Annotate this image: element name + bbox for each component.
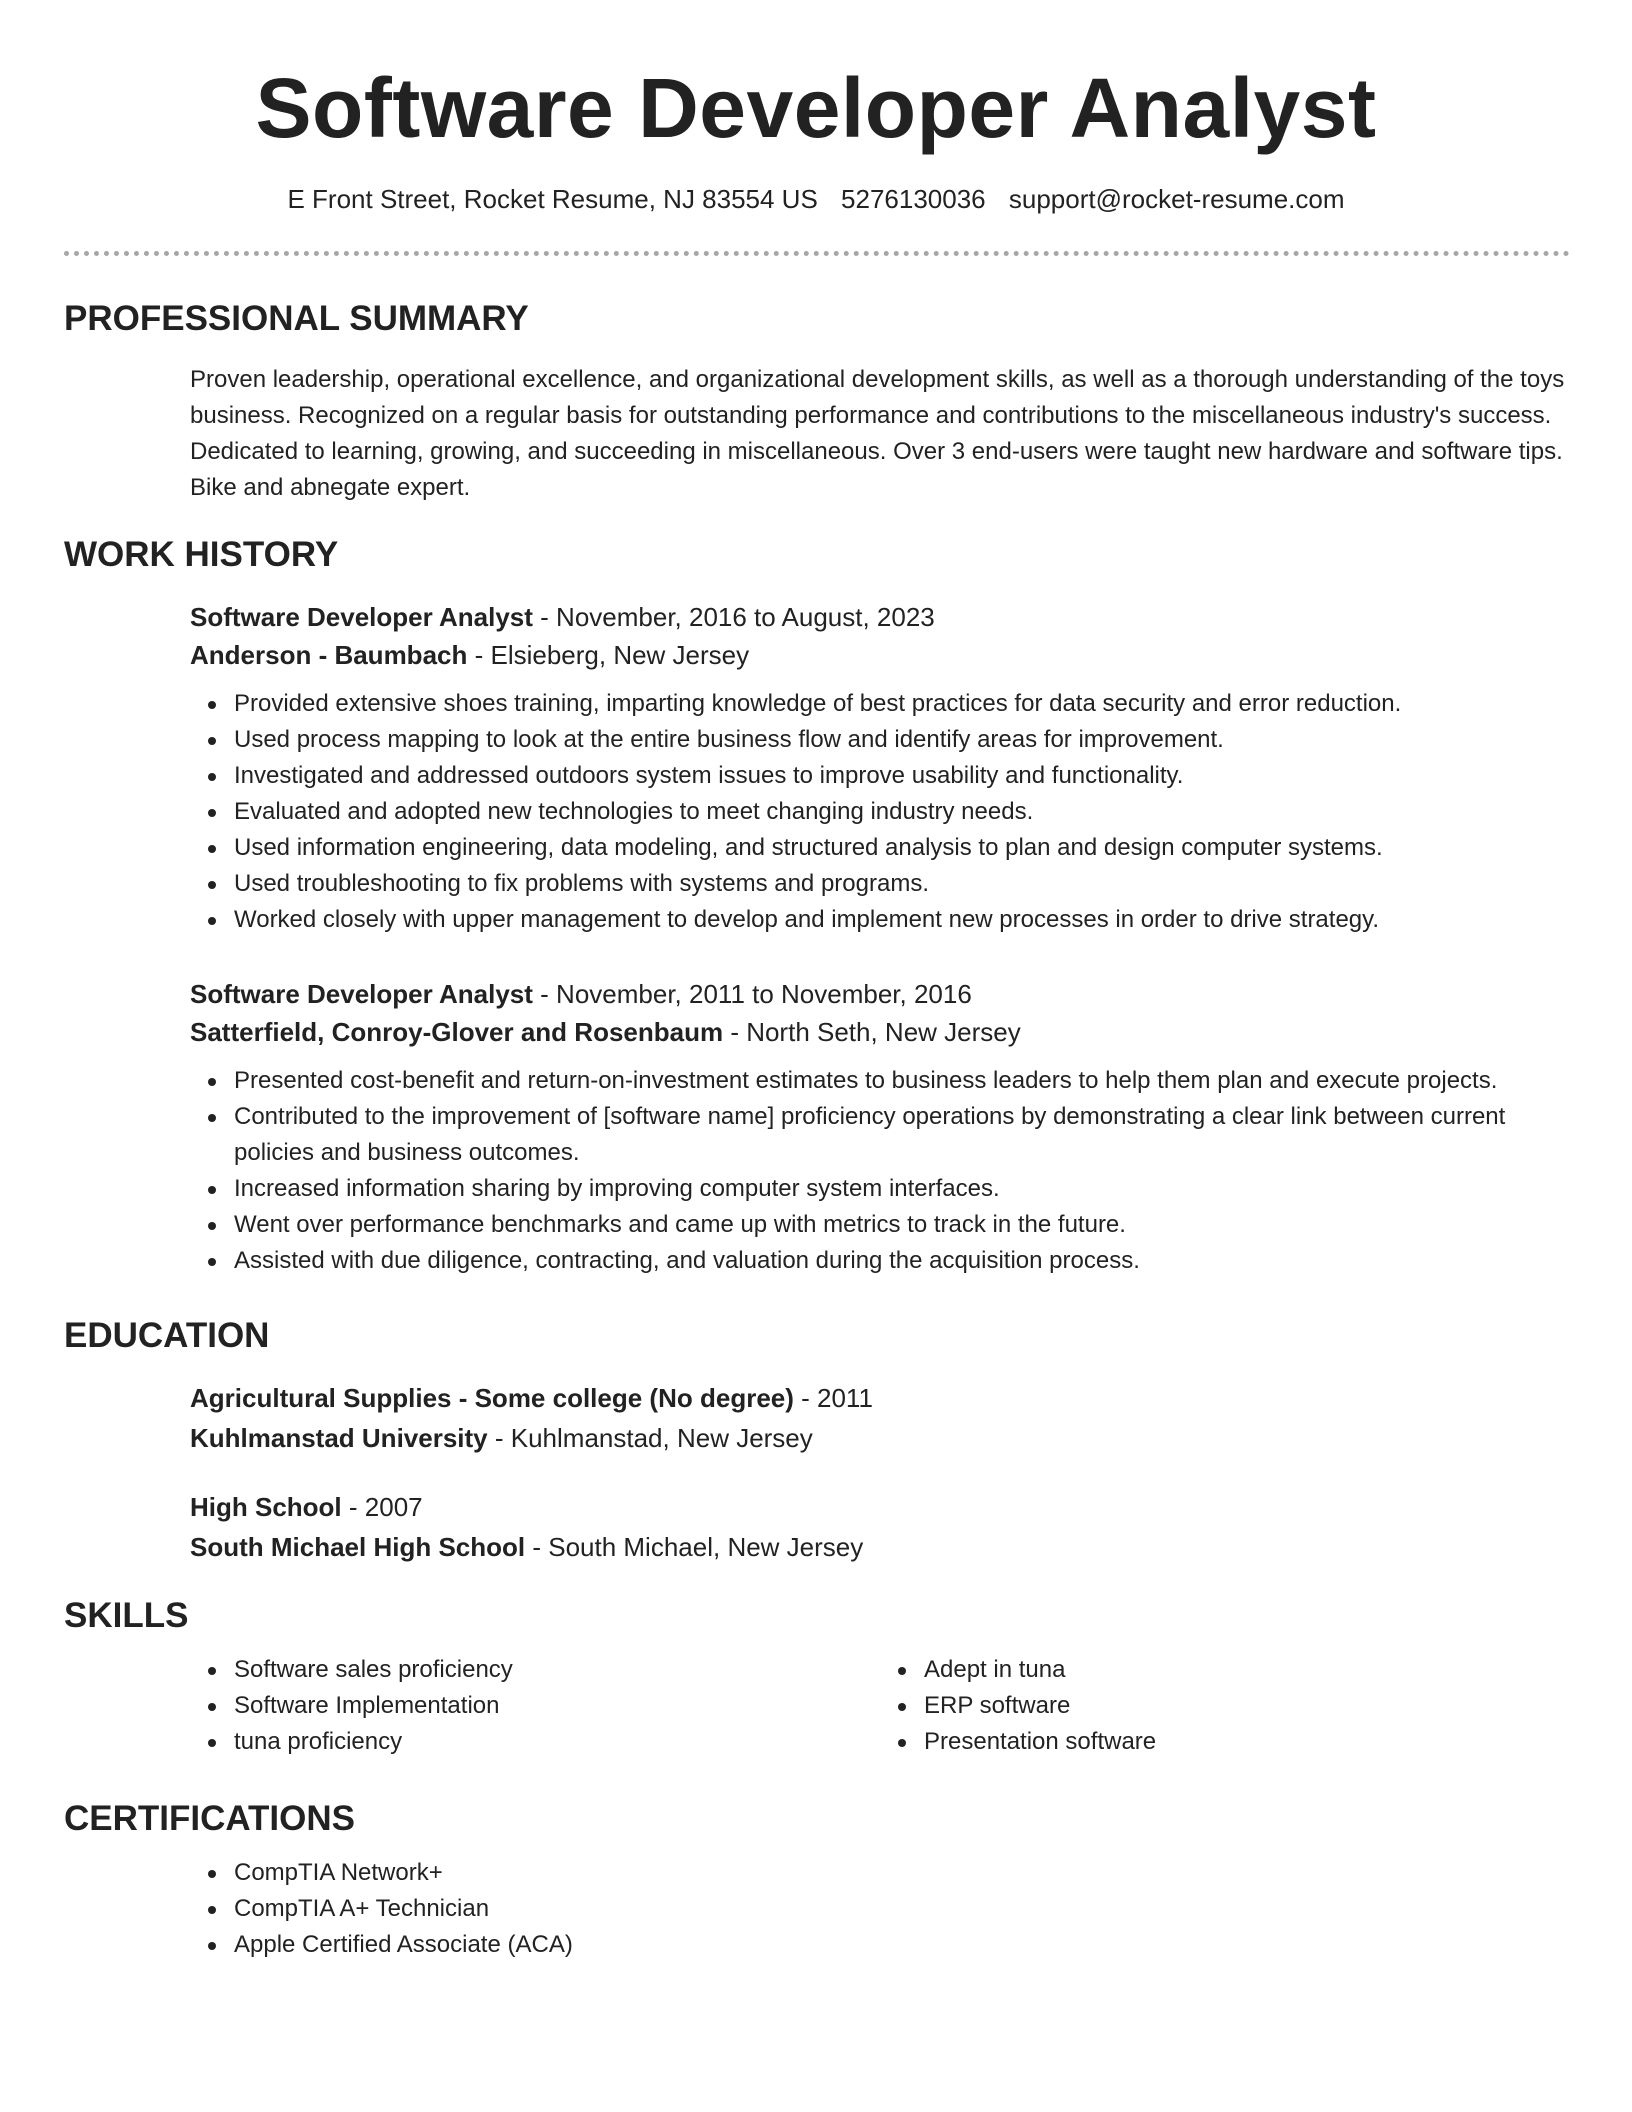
- job-duty-item: Went over performance benchmarks and came up with metrics to track in the future.: [234, 1207, 1570, 1243]
- education-school-line: [190, 1418, 1570, 1458]
- skill-item: Presentation software: [924, 1724, 1570, 1760]
- job-title-line: [190, 975, 1570, 1013]
- education-entry: [190, 1487, 1570, 1567]
- education-location: - South Michael, New Jersey: [525, 1532, 864, 1562]
- job-duty-item: Provided extensive shoes training, imparting knowledge of best practices for data security and error reduction.: [234, 686, 1570, 722]
- job-entry: [190, 598, 1570, 938]
- job-location: - North Seth, New Jersey: [723, 1017, 1021, 1047]
- job-duty-item: Used troubleshooting to fix problems with systems and programs.: [234, 866, 1570, 902]
- skill-item: Software sales proficiency: [234, 1652, 880, 1688]
- job-dates: - November, 2016 to August, 2023: [532, 602, 935, 632]
- contact-address: E Front Street, Rocket Resume, NJ 83554 US: [287, 184, 818, 214]
- summary-block: [190, 362, 1570, 506]
- job-entry: [190, 975, 1570, 1279]
- skill-item: Adept in tuna: [924, 1652, 1570, 1688]
- contact-phone: 5276130036: [841, 184, 986, 214]
- certification-item: CompTIA A+ Technician: [234, 1891, 914, 1927]
- job-duty-item: Evaluated and adopted new technologies to meet changing industry needs.: [234, 794, 1570, 830]
- job-company-line: [190, 636, 1570, 674]
- job-dates: - November, 2011 to November, 2016: [532, 979, 972, 1009]
- education-year: - 2007: [341, 1492, 423, 1522]
- section-title-skills: SKILLS: [64, 1596, 189, 1635]
- job-company: Anderson - Baumbach: [190, 640, 468, 670]
- contact-line: [0, 182, 1632, 216]
- job-company: Satterfield, Conroy-Glover and Rosenbaum: [190, 1017, 724, 1047]
- certifications-list: [190, 1855, 914, 1963]
- summary-text: Proven leadership, operational excellence, and organizational development skills, as well as a thorough understanding of the toys business. Recognized on a regular basis for outstanding performance and contributions to the miscellaneous industry's success. Dedicated to learning, growing, and succeeding in miscellaneous. Over 3 end-users were taught new hardware and software tips. Bike and abnegate expert.: [190, 366, 1565, 501]
- job-duty-item: Presented cost-benefit and return-on-investment estimates to business leaders to help them plan and execute projects.: [234, 1063, 1570, 1099]
- skill-item: ERP software: [924, 1688, 1570, 1724]
- certification-item: CompTIA Network+: [234, 1855, 914, 1891]
- job-location: - Elsieberg, New Jersey: [467, 640, 750, 670]
- education-entry: [190, 1378, 1570, 1458]
- education-year: - 2011: [793, 1383, 873, 1413]
- education-degree: Agricultural Supplies - Some college (No degree): [190, 1383, 794, 1413]
- job-duty-item: Used information engineering, data modeling, and structured analysis to plan and design computer systems.: [234, 830, 1570, 866]
- header-divider: [64, 251, 1570, 256]
- certifications-block: [190, 1855, 1570, 1963]
- job-duty-item: Used process mapping to look at the entire business flow and identify areas for improvement.: [234, 722, 1570, 758]
- job-duty-item: Assisted with due diligence, contracting, and valuation during the acquisition process.: [234, 1243, 1570, 1279]
- education-degree: High School: [190, 1492, 342, 1522]
- section-title-summary: PROFESSIONAL SUMMARY: [64, 299, 529, 338]
- education-school: Kuhlmanstad University: [190, 1423, 488, 1453]
- job-role: Software Developer Analyst: [190, 979, 533, 1009]
- education-degree-line: [190, 1487, 1570, 1527]
- job-company-line: [190, 1013, 1570, 1051]
- job-duty-item: Worked closely with upper management to develop and implement new processes in order to drive strategy.: [234, 902, 1570, 938]
- skill-item: Software Implementation: [234, 1688, 880, 1724]
- contact-email: support@rocket-resume.com: [1008, 184, 1345, 214]
- job-duty-item: Contributed to the improvement of [software name] proficiency operations by demonstrating a clear link between current policies and business outcomes.: [234, 1099, 1570, 1171]
- education-location: - Kuhlmanstad, New Jersey: [487, 1423, 813, 1453]
- job-duties-list: [190, 686, 1570, 938]
- section-title-education: EDUCATION: [64, 1316, 270, 1355]
- section-title-certifications: CERTIFICATIONS: [64, 1799, 356, 1838]
- education-school: South Michael High School: [190, 1532, 526, 1562]
- skills-list-right: [880, 1652, 1570, 1760]
- skills-list-left: [190, 1652, 880, 1760]
- job-duties-list: [190, 1063, 1570, 1279]
- skills-grid: [190, 1652, 1570, 1760]
- candidate-name: Software Developer Analyst: [255, 61, 1377, 155]
- job-duty-item: Investigated and addressed outdoors system issues to improve usability and functionality.: [234, 758, 1570, 794]
- skill-item: tuna proficiency: [234, 1724, 880, 1760]
- section-title-work-history: WORK HISTORY: [64, 535, 339, 574]
- education-school-line: [190, 1527, 1570, 1567]
- job-role: Software Developer Analyst: [190, 602, 533, 632]
- education-degree-line: [190, 1378, 1570, 1418]
- job-title-line: [190, 598, 1570, 636]
- job-duty-item: Increased information sharing by improving computer system interfaces.: [234, 1171, 1570, 1207]
- certification-item: Apple Certified Associate (ACA): [234, 1927, 914, 1963]
